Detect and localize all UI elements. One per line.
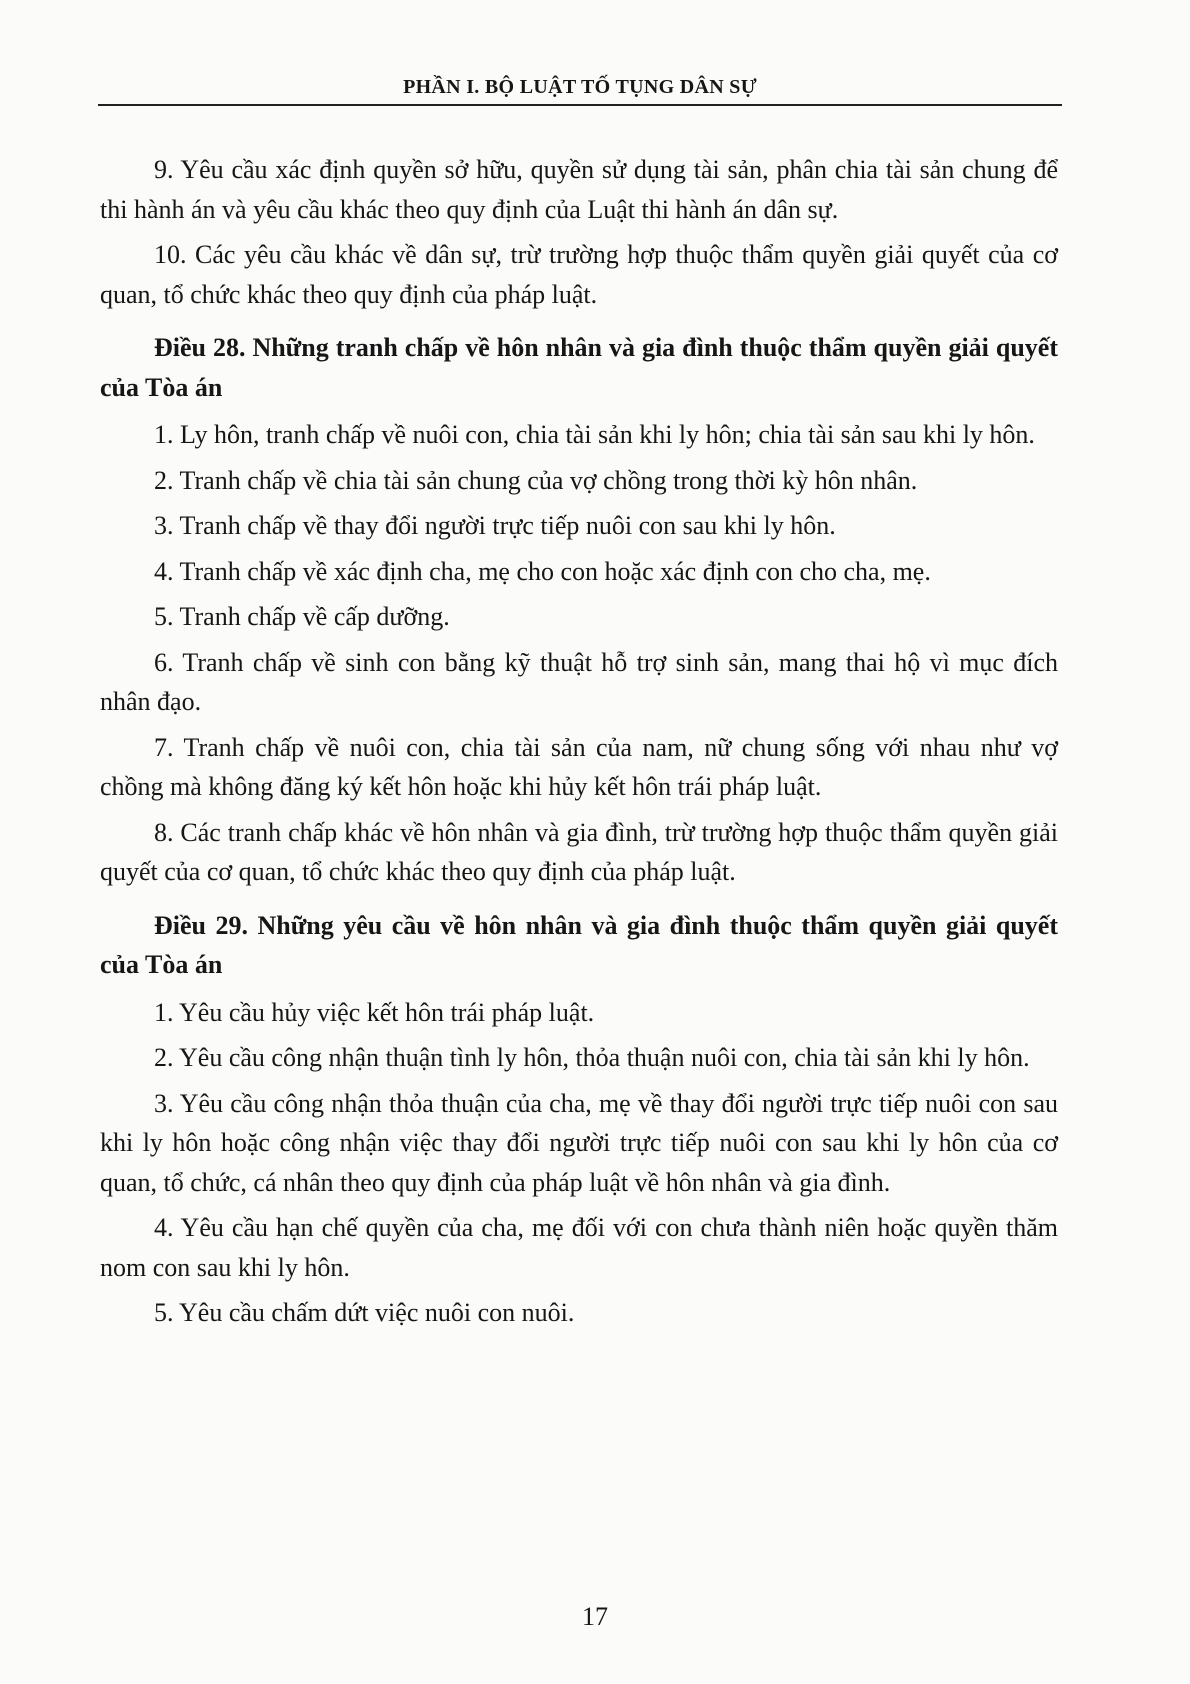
paragraph: 3. Tranh chấp về thay đổi người trực tiếp nuôi con sau khi ly hôn. <box>154 511 836 540</box>
paragraph: 10. Các yêu cầu khác về dân sự, trừ trường hợp thuộc thẩm quyền giải quyết của cơ quan, tổ chức khác theo quy định của pháp luật. <box>100 240 1058 309</box>
paragraph: 8. Các tranh chấp khác về hôn nhân và gia đình, trừ trường hợp thuộc thẩm quyền giải quyết của cơ quan, tổ chức khác theo quy định của pháp luật. <box>100 817 1058 886</box>
paragraph: 7. Tranh chấp về nuôi con, chia tài sản của nam, nữ chung sống với nhau như vợ chồng mà không đăng ký kết hôn hoặc khi hủy kết hôn trái pháp luật. <box>100 732 1058 801</box>
header-rule <box>98 104 1062 106</box>
paragraph: 2. Tranh chấp về chia tài sản chung của vợ chồng trong thời kỳ hôn nhân. <box>154 465 918 495</box>
paragraph: 9. Yêu cầu xác định quyền sở hữu, quyền sử dụng tài sản, phân chia tài sản chung để thi hành án và yêu cầu khác theo quy định của Luật thi hành án dân sự. <box>100 155 1058 224</box>
article-heading: Điều 29. Những yêu cầu về hôn nhân và gia đình thuộc thẩm quyền giải quyết của Tòa án <box>100 910 1058 979</box>
article-heading: Điều 28. Những tranh chấp về hôn nhân và gia đình thuộc thẩm quyền giải quyết của Tòa án <box>100 333 1058 402</box>
paragraph: 1. Ly hôn, tranh chấp về nuôi con, chia tài sản khi ly hôn; chia tài sản sau khi ly hôn. <box>154 420 1035 449</box>
paragraph: 4. Tranh chấp về xác định cha, mẹ cho con hoặc xác định con cho cha, mẹ. <box>154 556 931 586</box>
paragraph: 6. Tranh chấp về sinh con bằng kỹ thuật hỗ trợ sinh sản, mang thai hộ vì mục đích nhân đạo. <box>100 647 1058 716</box>
paragraph: 3. Yêu cầu công nhận thỏa thuận của cha, mẹ về thay đổi người trực tiếp nuôi con sau khi ly hôn hoặc công nhận việc thay đổi người trực tiếp nuôi con sau khi ly hôn của cơ quan, tổ chức, cá nhân theo quy định của pháp luật về hôn nhân và gia đình. <box>100 1088 1058 1197</box>
paragraph: 5. Yêu cầu chấm dứt việc nuôi con nuôi. <box>154 1298 575 1327</box>
paragraph: 4. Yêu cầu hạn chế quyền của cha, mẹ đối với con chưa thành niên hoặc quyền thăm nom con sau khi ly hôn. <box>100 1213 1058 1282</box>
page-number: 17 <box>582 1602 608 1631</box>
page-body <box>100 150 1058 1339</box>
paragraph: 2. Yêu cầu công nhận thuận tình ly hôn, thỏa thuận nuôi con, chia tài sản khi ly hôn. <box>154 1043 1030 1072</box>
paragraph: 5. Tranh chấp về cấp dưỡng. <box>154 602 450 631</box>
paragraph: 1. Yêu cầu hủy việc kết hôn trái pháp luật. <box>154 997 595 1027</box>
running-header: PHẦN I. BỘ LUẬT TỐ TỤNG DÂN SỰ <box>403 76 757 98</box>
